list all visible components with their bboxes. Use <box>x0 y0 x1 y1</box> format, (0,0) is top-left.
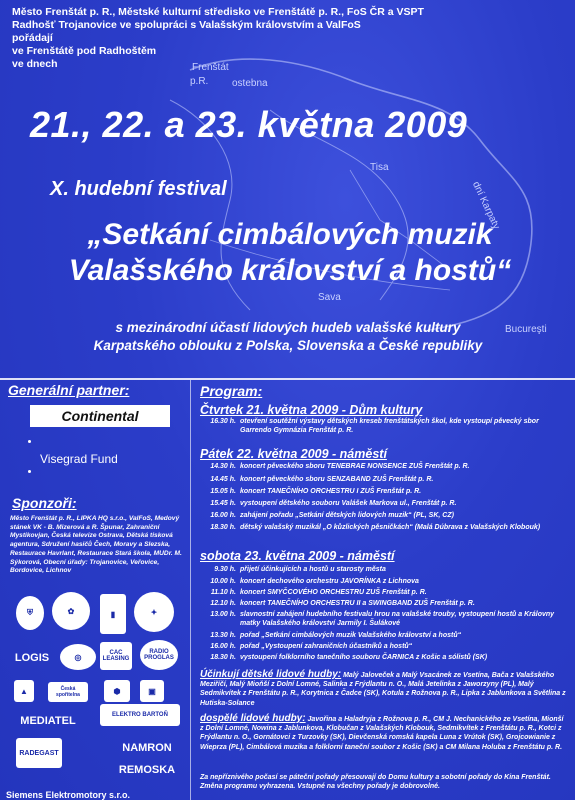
program-text: zahájení pořadu „Setkání dětských lidových muzik“ (PL, SK, CZ) <box>240 512 454 519</box>
program-time: 10.00 h. <box>210 578 236 585</box>
program-row <box>210 463 570 472</box>
weather-footnote: Za nepříznivého počasí se páteční pořady přesouvají do Domu kultury a sobotní pořady do Kina Frenštát. Změna programu vyhrazena. Vstupné na všechny pořady je dobrovolné. <box>200 774 551 790</box>
program-time: 14.45 h. <box>210 476 236 483</box>
program-time: 18.30 h. <box>210 524 236 531</box>
continental-logo: Continental <box>30 405 170 427</box>
program-row <box>210 589 570 598</box>
organizers-header <box>12 6 552 71</box>
dot <box>28 470 31 473</box>
day-heading-label: sobota 23. května 2009 - náměstí <box>200 549 395 563</box>
program-row <box>210 643 570 652</box>
program-row <box>210 524 570 533</box>
program-row <box>210 600 570 609</box>
program-row <box>210 566 570 575</box>
program-text: koncert pěveckého sboru TENEBRAE NONSENCE ZUŠ Frenštát p. R. <box>240 463 470 470</box>
program-text: koncert TANEČNÍHO ORCHESTRU I ZUŠ Frenštát p. R. <box>240 488 422 495</box>
program-text: vystoupení folklorního tanečního souboru ČARNICA z Košic a sólistů (SK) <box>240 654 488 661</box>
bottle-icon: ▮ <box>100 594 126 634</box>
program-row <box>210 488 570 497</box>
map-label: Sava <box>318 292 341 303</box>
children-music-lead: Účinkují dětské lidové hudby: <box>200 669 342 680</box>
day-heading-label: Čtvrtek 21. května 2009 - Dům kultury <box>200 403 423 417</box>
adult-music-text: Javořina a Haladryja z Rožnova p. R., CM J. Nechanického ze Vsetína, Mionší z Dolní Lomné, Nowina z Jablunkova, Klobučan z Valašských Klobouk, Sedmikvítek z Frenštátu p. R., Kotci z Frýdlantu n. O., Gornátovci z Turzovky (SK), Dievčenská romská kapela Luna z Vrútok (SK), Grojcowianie z Wieprza (PL), Cimbálová muzika a folklorní taneční soubor z Košic (SK) a CM Milana Holuba z Frenštátu p. R. <box>200 716 564 751</box>
program-text: koncert SMYČCOVÉHO ORCHESTRU ZUŠ Frenštát p. R. <box>240 589 427 596</box>
mediatel-logo: MEDIATEL <box>20 715 76 727</box>
adult-music-paragraph <box>200 714 568 752</box>
program-time: 12.10 h. <box>210 600 236 607</box>
program-row <box>210 418 570 435</box>
children-music-text: Malý Jaloveček a Malý Vsacánek ze Vsetína, Bača z Valašského Meziříčí, Malý Mioňší z Dolní Lomné, Salinka z Frýdlantu n. O., Malá Jetelinka z Jaworzyny (PL), Malý Sedmikvítek z Frenštátu p. R., Korytnica z Čadce (SK), Kotula z Rožnova p. R., Lipka z Jablunkova a Světlina z Hutiska-Solance <box>200 672 566 707</box>
emblem-icon: ✿ <box>52 592 90 630</box>
festival-title-line-2: Valašského království a hostů“ <box>68 254 512 287</box>
children-music-paragraph <box>200 670 568 708</box>
subtitle-line-2: Karpatského oblouku z Polska, Slovenska a České republiky <box>93 338 483 353</box>
program-time: 9.30 h. <box>214 566 236 573</box>
header-line: ve Frenštátě pod Radhoštěm <box>12 45 157 57</box>
dot <box>28 440 31 443</box>
square-logo-icon: ▣ <box>140 680 164 702</box>
program-time: 16.00 h. <box>210 643 236 650</box>
ceska-sporitelna-logo: Česká spořitelna <box>48 682 88 702</box>
map-label: Bucureşti <box>505 324 547 335</box>
radegast-logo: RADEGAST <box>16 738 62 768</box>
map-label: p.R. <box>190 76 209 87</box>
program-time: 13.30 h. <box>210 632 236 639</box>
sponsors-heading: Sponzoři: <box>12 495 77 511</box>
program-time: 18.30 h. <box>210 654 236 661</box>
vertical-divider <box>190 380 191 800</box>
program-text: koncert dechového orchestru JAVORÍNKA z Lichnova <box>240 578 419 585</box>
visegrad-fund-logo: Visegrad Fund <box>40 452 118 466</box>
partner-heading: Generální partner: <box>8 382 130 398</box>
header-line: pořádají <box>12 32 53 44</box>
adult-music-lead: dospělé lidové hudby: <box>200 713 306 724</box>
program-row <box>210 654 570 663</box>
circle-logo-icon: ◎ <box>60 644 96 670</box>
program-row <box>210 578 570 587</box>
program-text: otevření soutěžní výstavy dětských kreseb frenštátských škol, kde vystoupí pěvecký sbor Garrendo Gymnázia Frenštát p. R. <box>240 418 539 434</box>
day-heading-saturday <box>200 549 395 563</box>
logis-logo: LOGIS <box>14 652 50 664</box>
map-label: Tisa <box>370 162 389 173</box>
small-emblem-icon: ▲ <box>14 680 34 702</box>
festival-number: X. hudební festival <box>50 178 227 200</box>
header-line: Město Frenštát p. R., Městské kulturní středisko ve Frenštátě p. R., FoS ČR a VSPT <box>12 6 424 18</box>
program-text: pořad „Vystoupení zahraničních účastníků a hostů“ <box>240 643 413 650</box>
program-time: 14.30 h. <box>210 463 236 470</box>
program-text: přijetí účinkujících a hostů u starosty města <box>240 566 386 573</box>
day-heading-friday <box>200 447 387 461</box>
map-label: dní Karpaty <box>470 180 502 232</box>
coat-of-arms-icon: ⛨ <box>16 596 44 630</box>
header-line: Radhošť Trojanovice ve spolupráci s Valašským královstvím a ValFoS <box>12 19 361 31</box>
program-time: 15.05 h. <box>210 488 236 495</box>
program-time: 16.30 h. <box>210 418 236 425</box>
program-time: 15.45 h. <box>210 500 236 507</box>
program-text: slavnostní zahájení hudebního festivalu hrou na valašské trouby, vystoupení hostů a Královny matky Valašského království Jarmily I. Šulákové <box>240 611 555 627</box>
map-label: ostebna <box>232 78 268 89</box>
program-heading: Program: <box>200 383 263 399</box>
cac-leasing-logo: CAC LEASING <box>100 642 132 670</box>
program-text: dětský valašský muzikál „O kůzlických pěsničkách“ (Malá Dúbrava z Valašských Klobouk) <box>240 524 541 531</box>
festival-title-line-1: „Setkání cimbálových muzik <box>87 218 493 251</box>
program-time: 13.00 h. <box>210 611 236 618</box>
program-time: 16.00 h. <box>210 512 236 519</box>
map-label: Frenštát <box>192 62 229 73</box>
program-text: koncert TANEČNÍHO ORCHESTRU II a SWINGBAND ZUŠ Frenštát p. R. <box>240 600 475 607</box>
shield-icon: ⬢ <box>104 680 130 702</box>
seal-icon: ✦ <box>134 592 174 632</box>
remoska-logo: REMOSKA <box>118 764 176 776</box>
festival-dates: 21., 22. a 23. května 2009 <box>30 104 468 145</box>
program-text: pořad „Setkání cimbálových muzik Valašského království a hostů“ <box>240 632 462 639</box>
program-text: vystoupení dětského souboru Valášek Markova ul., Frenštát p. R. <box>240 500 457 507</box>
horizontal-divider <box>0 378 575 380</box>
sponsors-list: Město Frenštát p. R., LIPKA HQ s.r.o., ValFoS, Medový stánek VK - B. Mizerová a R. Špunar, Zahraniční Mystikovjan, Česká televize Ostrava, Dětská tisková agentura, Sdružení hasičů Čech, Moravy a Slezska, Restaurace Havrlant, Restaurace Stará škola, MUDr. M. Sýkorová, Obecní úřady: Trojanovice, Veřovice, Bordovice, Lichnov <box>10 515 182 575</box>
header-line: ve dnech <box>12 58 58 70</box>
namron-logo: NAMRON <box>122 742 172 754</box>
program-time: 11.10 h. <box>210 589 236 596</box>
day-heading-thursday <box>200 403 422 417</box>
program-row <box>210 611 570 628</box>
subtitle-line-1: s mezinárodní účastí lidových hudeb valašské kultury <box>115 320 461 335</box>
program-row <box>210 512 570 521</box>
program-row <box>210 500 570 509</box>
elektro-barton-logo: ELEKTRO BARTOŇ <box>100 704 180 726</box>
program-row <box>210 476 570 485</box>
radio-proglas-logo: RADIO PROGLAS <box>140 640 178 670</box>
siemens-sponsor-text: Siemens Elektromotory s.r.o. <box>6 790 131 800</box>
day-heading-label: Pátek 22. května 2009 - náměstí <box>200 447 387 461</box>
program-text: koncert pěveckého sboru SENZABAND ZUŠ Frenštát p. R. <box>240 476 434 483</box>
program-row <box>210 632 570 641</box>
